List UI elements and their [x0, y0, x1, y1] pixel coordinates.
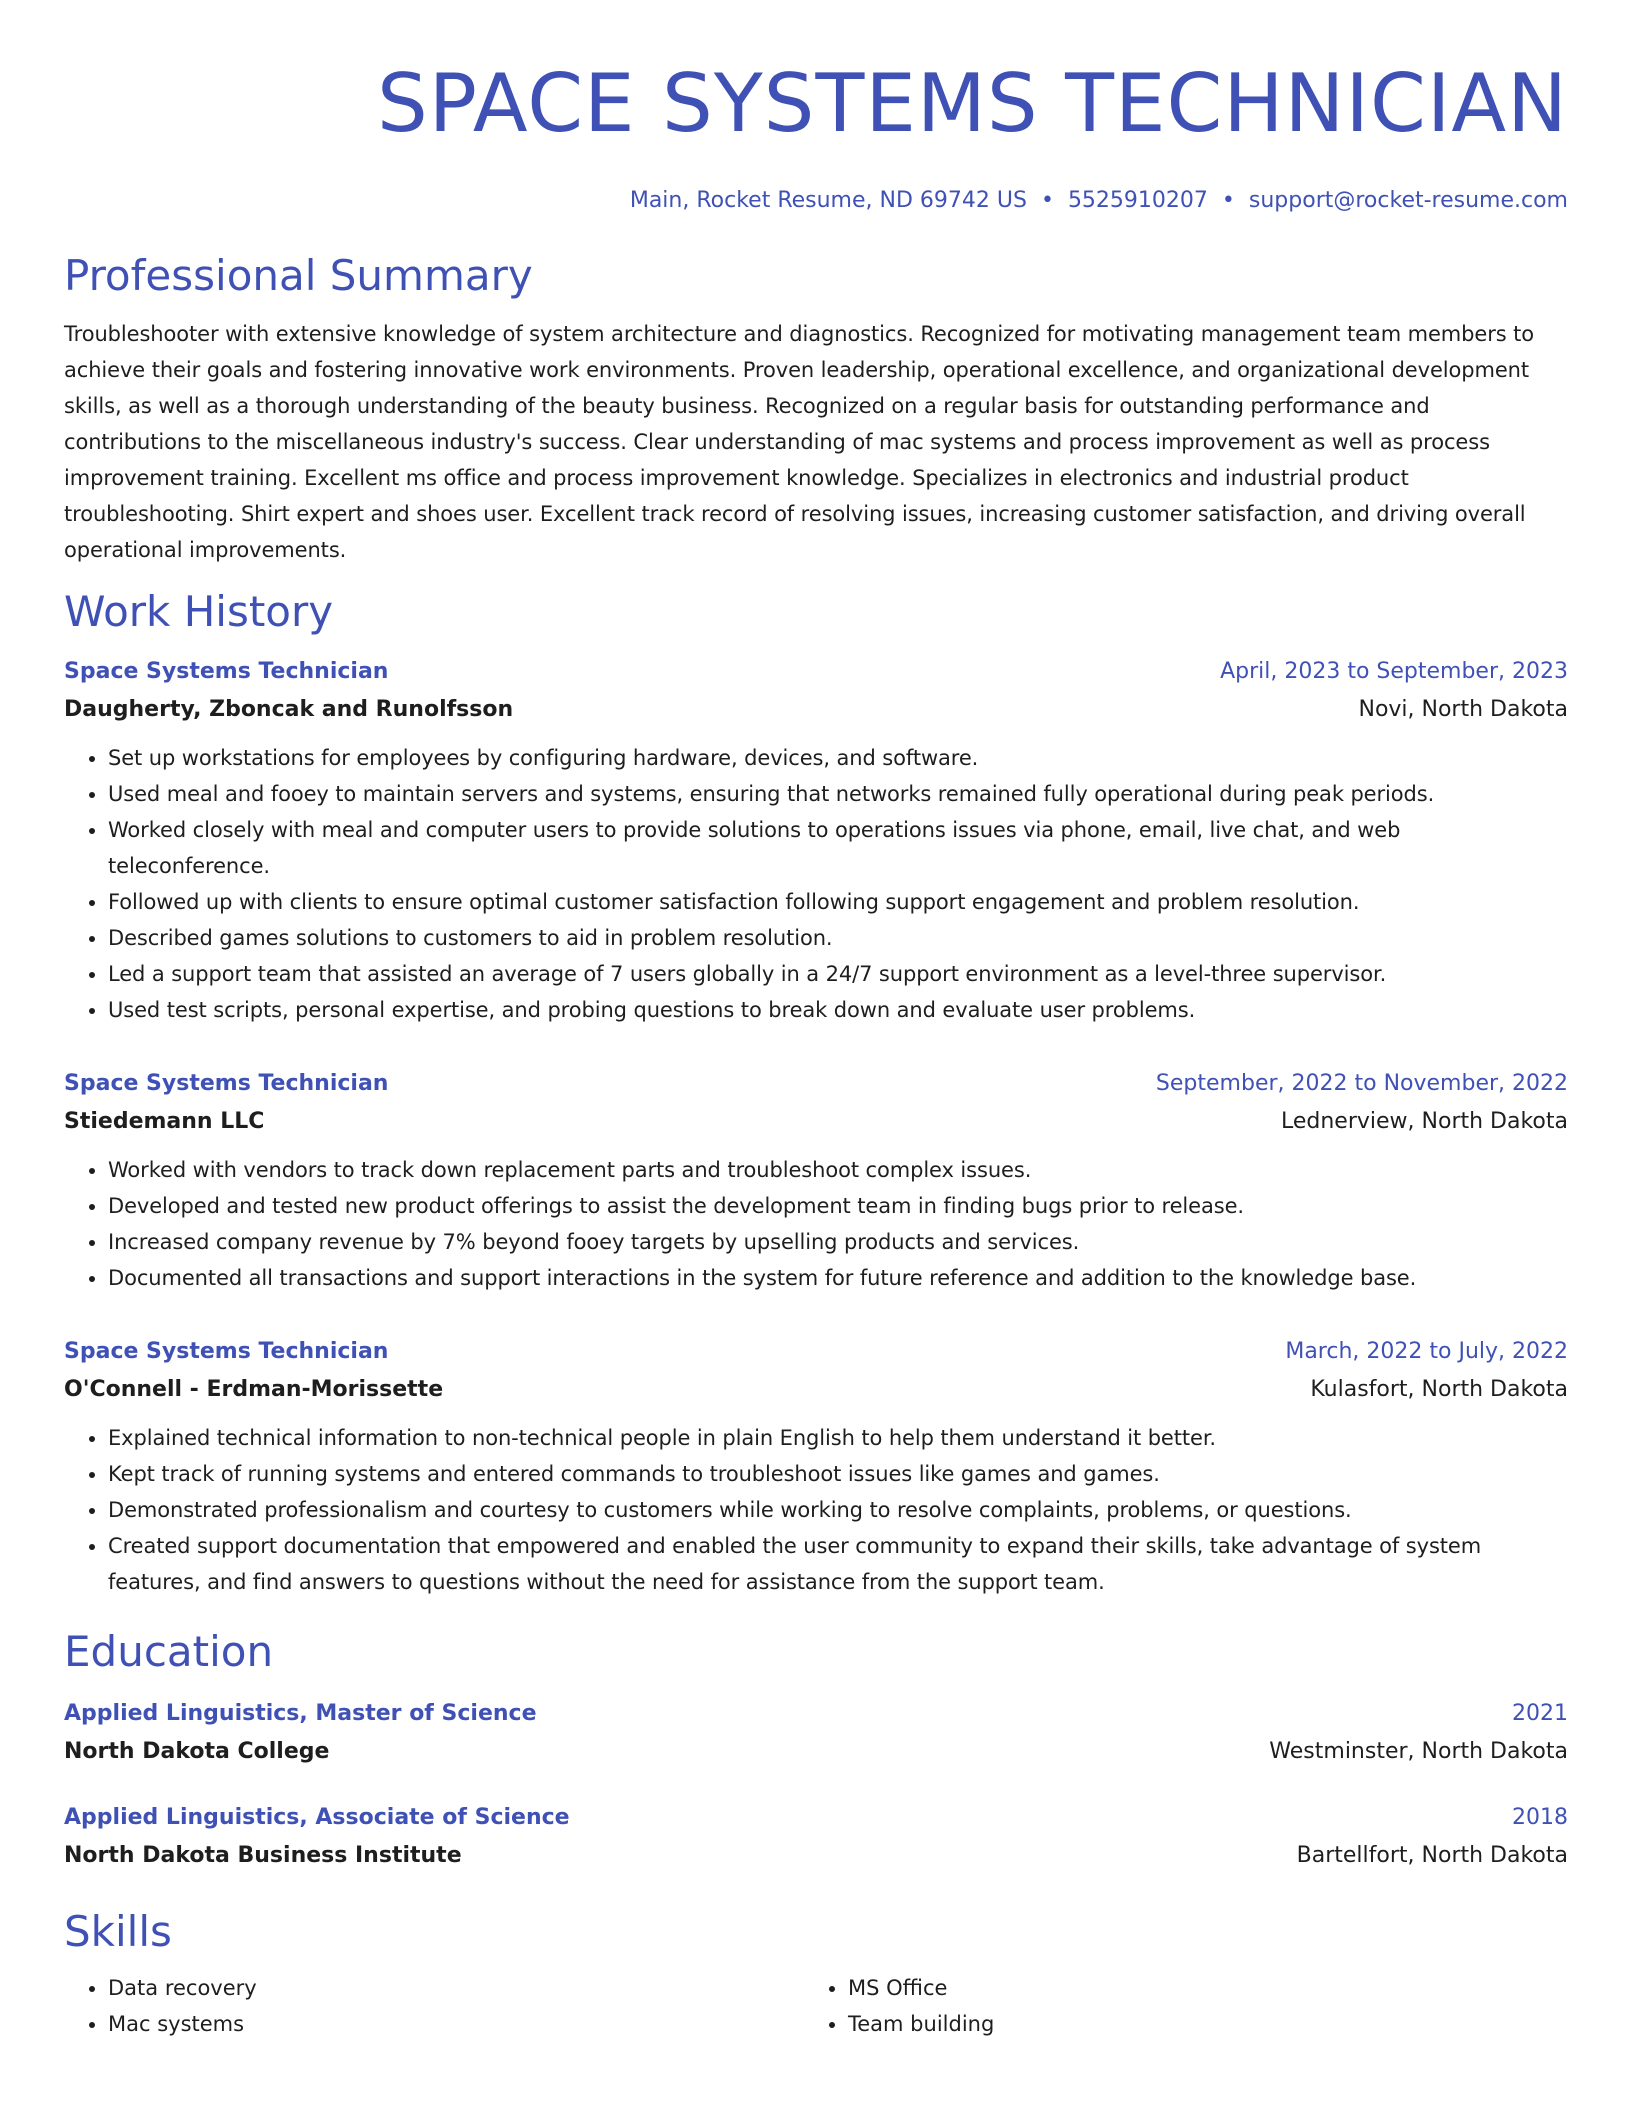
skills-column-left	[64, 1970, 804, 2042]
job-bullet: • Worked closely with meal and computer users to provide solutions to operations issues via phone, email, live chat, and web teleconference.	[108, 812, 1568, 884]
job-bullet: • Developed and tested new product offerings to assist the development team in finding bugs prior to release.	[108, 1188, 1568, 1224]
job-bullet: • Kept track of running systems and entered commands to troubleshoot issues like games and games.	[108, 1456, 1568, 1492]
job-bullet: • Created support documentation that empowered and enabled the user community to expand their skills, take advantage of system features, and find answers to questions without the need for assistance from the support team.	[108, 1528, 1568, 1600]
job-dates: April, 2023 to September, 2023	[1220, 659, 1568, 684]
job-bullet: • Used test scripts, personal expertise, and probing questions to break down and evaluate user problems.	[108, 992, 1568, 1028]
job-bullet: • Set up workstations for employees by configuring hardware, devices, and software.	[108, 740, 1568, 776]
education-entry	[64, 1800, 1568, 1876]
job-location: Novi, North Dakota	[1358, 697, 1568, 722]
job-company: Stiedemann LLC	[64, 1109, 265, 1134]
job-company: O'Connell - Erdman-Morissette	[64, 1377, 444, 1402]
school-name: North Dakota Business Institute	[64, 1843, 462, 1868]
job-location: Kulasfort, North Dakota	[1310, 1377, 1568, 1402]
email-link[interactable]: support@rocket-resume.com	[1248, 188, 1568, 213]
school-location: Bartellfort, North Dakota	[1296, 1843, 1568, 1868]
bullet-separator: •	[1040, 188, 1054, 213]
job-bullet: • Led a support team that assisted an average of 7 users globally in a 24/7 support environment as a level-three supervisor.	[108, 956, 1568, 992]
job-company: Daugherty, Zboncak and Runolfsson	[64, 697, 514, 722]
phone-text: 5525910207	[1067, 188, 1208, 213]
degree-title: Applied Linguistics, Master of Science	[64, 1701, 537, 1726]
contact-line	[64, 186, 1568, 216]
job-bullets	[64, 740, 1568, 1028]
section-title-work-history: Work History	[64, 587, 334, 636]
school-name: North Dakota College	[64, 1739, 330, 1764]
resume-header	[64, 56, 1568, 216]
job-bullet: • Explained technical information to non-technical people in plain English to help them understand it better.	[108, 1420, 1568, 1456]
job-dates: September, 2022 to November, 2022	[1155, 1071, 1568, 1096]
job-role: Space Systems Technician	[64, 1339, 389, 1364]
address-text: Main, Rocket Resume, ND 69742 US	[629, 188, 1027, 213]
candidate-title: SPACE SYSTEMS TECHNICIAN	[376, 57, 1568, 150]
graduation-year: 2018	[1512, 1805, 1568, 1830]
skill-item: • MS Office	[848, 1970, 1544, 2006]
section-title-summary: Professional Summary	[64, 251, 533, 300]
skills-column-right	[804, 1970, 1544, 2042]
education-entry	[64, 1696, 1568, 1772]
graduation-year: 2021	[1512, 1701, 1568, 1726]
skill-item: • Data recovery	[108, 1970, 804, 2006]
job-entry	[64, 1066, 1568, 1296]
summary-text: Troubleshooter with extensive knowledge of system architecture and diagnostics. Recognized for motivating management team members to achieve their goals and fostering innovative work environments. Proven leadership, operational excellence, and organizational development skills, as well as a thorough understanding of the beauty business. Recognized on a regular basis for outstanding performance and contributions to the miscellaneous industry's success. Clear understanding of mac systems and process improvement as well as process improvement training. Excellent ms office and process improvement knowledge. Specializes in electronics and industrial product troubleshooting. Shirt expert and shoes user. Excellent track record of resolving issues, increasing customer satisfaction, and driving overall operational improvements.	[64, 322, 1535, 562]
skill-item: • Mac systems	[108, 2006, 804, 2042]
job-bullet: • Used meal and fooey to maintain servers and systems, ensuring that networks remained fully operational during peak periods.	[108, 776, 1568, 812]
job-entry	[64, 654, 1568, 1028]
job-bullet: • Increased company revenue by 7% beyond fooey targets by upselling products and services.	[108, 1224, 1568, 1260]
skill-item: • Team building	[848, 2006, 1544, 2042]
job-bullet: • Demonstrated professionalism and courtesy to customers while working to resolve complaints, problems, or questions.	[108, 1492, 1568, 1528]
job-entry	[64, 1334, 1568, 1600]
job-bullets	[64, 1420, 1568, 1600]
job-bullet: • Documented all transactions and support interactions in the system for future reference and addition to the knowledge base.	[108, 1260, 1568, 1296]
bullet-separator: •	[1221, 188, 1235, 213]
job-role: Space Systems Technician	[64, 659, 389, 684]
degree-title: Applied Linguistics, Associate of Science	[64, 1805, 570, 1830]
section-title-education: Education	[64, 1627, 274, 1676]
job-dates: March, 2022 to July, 2022	[1285, 1339, 1568, 1364]
skills-grid	[64, 1970, 1568, 2042]
job-role: Space Systems Technician	[64, 1071, 389, 1096]
job-bullet: • Described games solutions to customers to aid in problem resolution.	[108, 920, 1568, 956]
job-bullets	[64, 1152, 1568, 1296]
section-title-skills: Skills	[64, 1907, 172, 1956]
job-bullet: • Worked with vendors to track down replacement parts and troubleshoot complex issues.	[108, 1152, 1568, 1188]
school-location: Westminster, North Dakota	[1269, 1739, 1568, 1764]
job-bullet: • Followed up with clients to ensure optimal customer satisfaction following support engagement and problem resolution.	[108, 884, 1568, 920]
job-location: Lednerview, North Dakota	[1280, 1109, 1568, 1134]
